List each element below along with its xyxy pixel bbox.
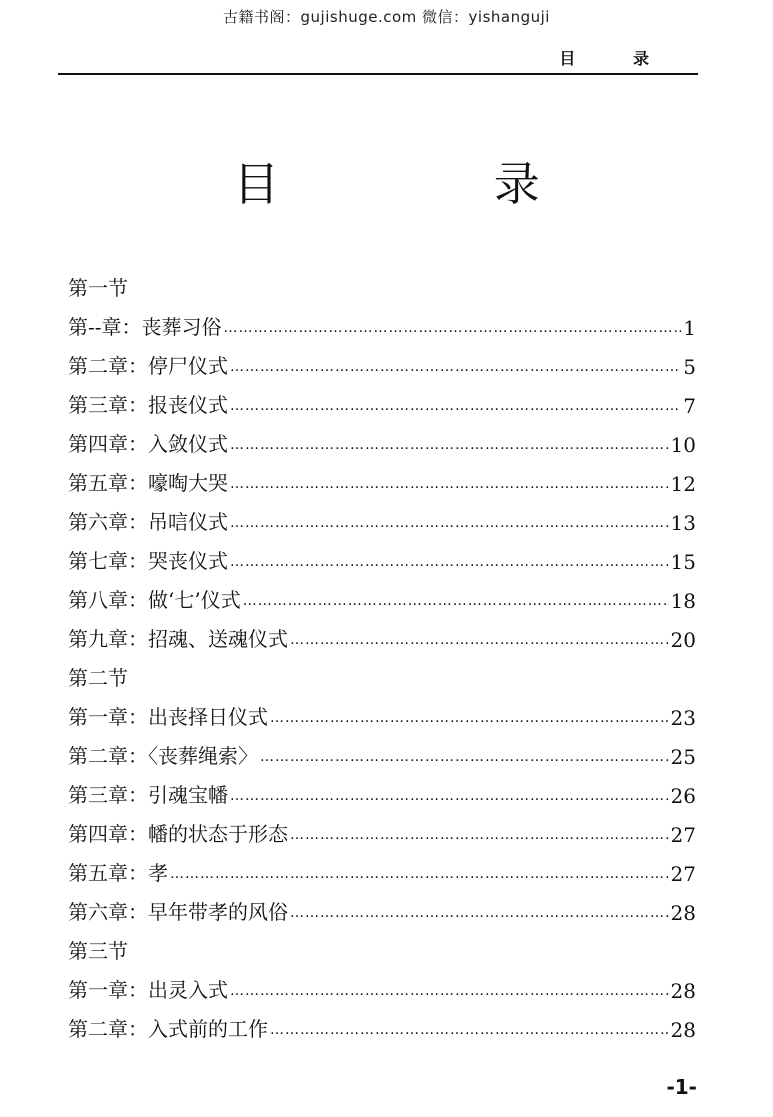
- toc-entry[interactable]: [68, 691, 696, 730]
- toc-label: 第三章：引魂宝幡: [68, 783, 228, 807]
- dot-leader: [230, 438, 669, 452]
- header-rule: [58, 73, 698, 75]
- dot-leader: [290, 633, 669, 647]
- toc-entry[interactable]: [68, 574, 696, 613]
- watermark-header: 古籍书阁：gujishuge.com 微信：yishanguji: [223, 8, 550, 26]
- toc-page-number: 20: [670, 628, 696, 652]
- toc-section-heading: [68, 925, 696, 964]
- toc-entry[interactable]: [68, 847, 696, 886]
- toc-page-number: 28: [670, 1018, 696, 1042]
- dot-leader: [290, 906, 669, 920]
- toc-label: 第六章：早年带孝的风俗: [68, 900, 288, 924]
- toc-label: 第一章：出丧择日仪式: [68, 705, 268, 729]
- running-head: 目 录: [559, 49, 675, 68]
- dot-leader: [230, 477, 669, 491]
- toc-page-number: 23: [670, 706, 696, 730]
- toc-label: 第二节: [68, 666, 128, 690]
- toc-label: 第七章：哭丧仪式: [68, 549, 228, 573]
- toc-entry[interactable]: [68, 964, 696, 1003]
- dot-leader: [270, 711, 669, 725]
- toc-entry[interactable]: [68, 301, 696, 340]
- toc-entry[interactable]: [68, 379, 696, 418]
- toc-label: 第二章：〈丧葬绳索〉: [68, 744, 258, 768]
- toc-section-heading: [68, 262, 696, 301]
- toc-entry[interactable]: [68, 457, 696, 496]
- dot-leader: [260, 750, 669, 764]
- toc-page-number: 12: [670, 472, 696, 496]
- toc-entry[interactable]: [68, 496, 696, 535]
- dot-leader: [290, 828, 669, 842]
- toc-label: 第一节: [68, 276, 128, 300]
- dot-leader: [224, 321, 682, 335]
- toc-page-number: 27: [670, 823, 696, 847]
- toc-entry[interactable]: [68, 769, 696, 808]
- toc-page-number: 1: [683, 316, 696, 340]
- toc-label: 第八章：做‘七’仪式: [68, 588, 241, 612]
- page-title: 目 录: [233, 157, 640, 211]
- toc-page-number: 10: [670, 433, 696, 457]
- toc-label: 第--章：丧葬习俗: [68, 315, 222, 339]
- toc-entry[interactable]: [68, 808, 696, 847]
- dot-leader: [230, 789, 669, 803]
- toc-label: 第三节: [68, 939, 128, 963]
- toc-entry[interactable]: [68, 535, 696, 574]
- toc-entry[interactable]: [68, 613, 696, 652]
- toc-entry[interactable]: [68, 886, 696, 925]
- page-number: -1-: [666, 1075, 697, 1099]
- toc-label: 第三章：报丧仪式: [68, 393, 228, 417]
- toc-label: 第五章：嚎啕大哭: [68, 471, 228, 495]
- dot-leader: [270, 1023, 669, 1037]
- toc-entry[interactable]: [68, 340, 696, 379]
- dot-leader: [243, 594, 669, 608]
- toc-label: 第二章：入式前的工作: [68, 1017, 268, 1041]
- table-of-contents: [68, 262, 696, 1042]
- toc-page-number: 13: [670, 511, 696, 535]
- toc-page-number: 5: [683, 355, 696, 379]
- toc-entry[interactable]: [68, 1003, 696, 1042]
- toc-page-number: 15: [670, 550, 696, 574]
- toc-page-number: 28: [670, 901, 696, 925]
- toc-page-number: 28: [670, 979, 696, 1003]
- toc-label: 第六章：吊唁仪式: [68, 510, 228, 534]
- toc-page-number: 18: [670, 589, 696, 613]
- toc-label: 第五章：孝: [68, 861, 168, 885]
- toc-entry[interactable]: [68, 730, 696, 769]
- dot-leader: [230, 399, 681, 413]
- toc-entry[interactable]: [68, 418, 696, 457]
- dot-leader: [230, 360, 681, 374]
- toc-label: 第一章：出灵入式: [68, 978, 228, 1002]
- dot-leader: [230, 516, 669, 530]
- toc-page-number: 25: [670, 745, 696, 769]
- toc-section-heading: [68, 652, 696, 691]
- dot-leader: [230, 555, 669, 569]
- toc-label: 第二章：停尸仪式: [68, 354, 228, 378]
- toc-page-number: 26: [670, 784, 696, 808]
- dot-leader: [170, 867, 669, 881]
- toc-label: 第九章：招魂、送魂仪式: [68, 627, 288, 651]
- toc-label: 第四章：入敛仪式: [68, 432, 228, 456]
- toc-page-number: 27: [670, 862, 696, 886]
- toc-page-number: 7: [683, 394, 696, 418]
- dot-leader: [230, 984, 669, 998]
- toc-label: 第四章：幡的状态于形态: [68, 822, 288, 846]
